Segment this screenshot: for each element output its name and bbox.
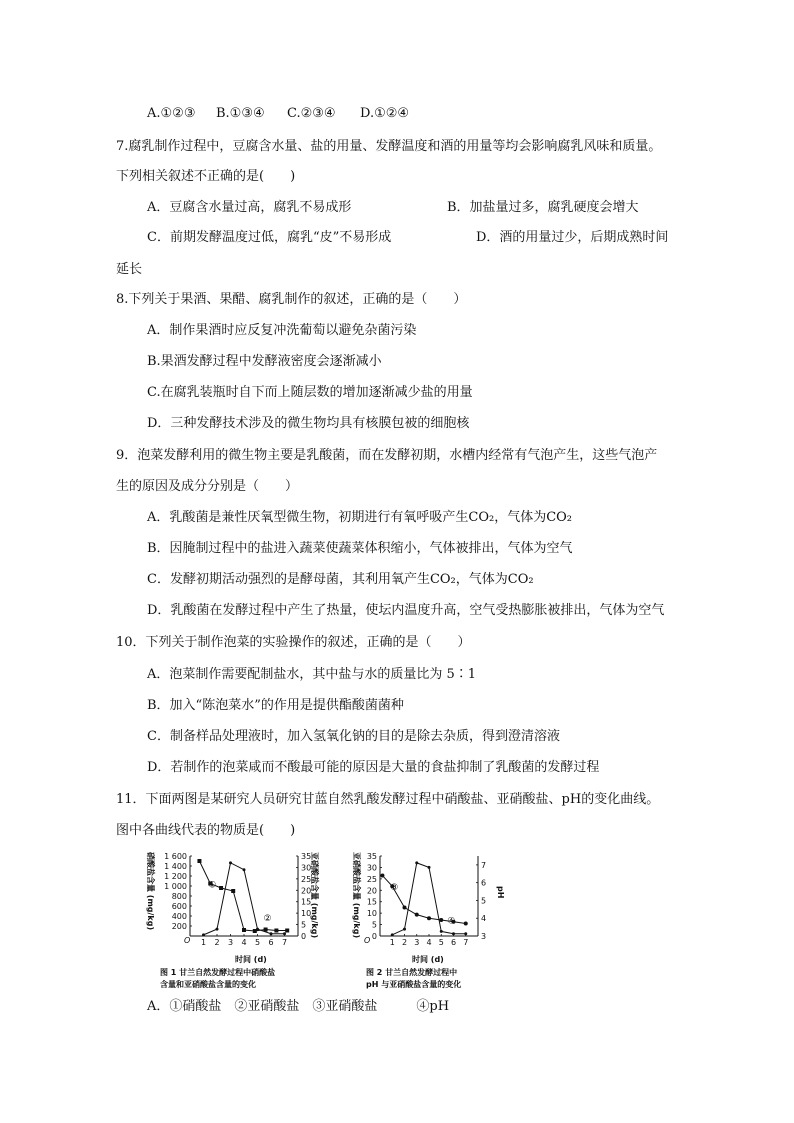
fig1-axes [190, 856, 298, 936]
y-left-tick-label: 25 [366, 874, 377, 884]
q9-option-d: D．乳酸菌在发酵过程中产生了热量，使坛内温度升高，空气受热膨胀被排出，气体为空气 [147, 603, 665, 618]
series-label: ④ [447, 916, 456, 927]
data-point [391, 933, 394, 936]
series-line [199, 861, 287, 931]
y-left-tick-label: 1 200 [164, 872, 187, 881]
y-right-tick-label: 4 [481, 914, 487, 924]
x-tick-label: 2 [214, 938, 220, 947]
figure-1-chart [140, 848, 345, 993]
y-left-tick-label: 800 [171, 892, 187, 901]
y-right-tick-label: 10 [301, 909, 312, 919]
q7-option-d: D．酒的用量过少，后期成熟时间 [476, 230, 669, 245]
series-label: ① [208, 880, 217, 891]
data-point [229, 861, 232, 864]
y-left-tick-label: 600 [171, 902, 187, 911]
fig1-caption-line2: 含量和亚硝酸盐含量的变化 [160, 980, 256, 989]
data-point [428, 866, 431, 869]
fig1-y-right-label: 亚硝酸盐含量 (mg/kg) [310, 852, 319, 939]
q9-stem-line2: 生的原因及成分分别是（ ） [116, 479, 299, 494]
q10-stem: 10．下列关于制作泡菜的实验操作的叙述，正确的是（ ） [116, 635, 471, 650]
y-right-tick-label: 5 [301, 920, 307, 930]
x-tick-label: 2 [402, 938, 408, 947]
fig2-y-left-label: 亚硝酸盐含量 (mg/kg) [352, 852, 361, 939]
q8-option-d: D．三种发酵技术涉及的微生物均具有核膜包被的细胞核 [147, 416, 470, 431]
figure-2-chart [350, 848, 515, 993]
y-left-tick-label: 1 000 [164, 882, 187, 891]
data-point [243, 868, 246, 871]
q6-option-b: B.①③④ [216, 106, 265, 121]
q6-option-c: C.②③④ [287, 106, 336, 121]
fig1-origin-label: O [184, 936, 191, 945]
x-tick-label: 1 [201, 938, 207, 947]
q8-option-b: B.果酒发酵过程中发酵液密度会逐渐减小 [147, 354, 382, 369]
q7-option-d-continued: 延长 [116, 262, 143, 277]
x-tick-label: 7 [282, 938, 288, 947]
data-point [452, 932, 455, 935]
data-point [403, 906, 407, 910]
fig1-x-label: 时间 (d) [235, 955, 267, 964]
data-point [197, 859, 201, 863]
y-right-tick-label: 6 [481, 878, 487, 888]
x-tick-label: 5 [255, 938, 261, 947]
data-point [231, 889, 235, 893]
data-point [216, 928, 219, 931]
q7-stem-line2: 下列相关叙述不正确的是( ) [116, 169, 296, 184]
q8-option-c: C.在腐乳装瓶时自下而上随层数的增加逐渐减少盐的用量 [147, 385, 473, 400]
y-left-tick-label: 200 [171, 922, 187, 931]
y-left-tick-label: 0 [371, 932, 377, 941]
q7-stem-line1: 7.腐乳制作过程中，豆腐含水量、盐的用量、发酵温度和酒的用量等均会影响腐乳风味和质量。 [116, 139, 662, 154]
y-left-tick-label: 400 [171, 912, 187, 921]
q11-stem-line1: 11．下面两图是某研究人员研究甘蓝自然乳酸发酵过程中硝酸盐、亚硝酸盐、pH的变化曲线。 [116, 792, 660, 807]
data-point [415, 913, 419, 917]
fig1-y-left-label: 硝酸盐含量 (mg/kg) [146, 852, 155, 931]
x-tick-label: 6 [451, 938, 457, 947]
data-point [427, 916, 431, 920]
q11-options: A．①硝酸盐 ②亚硝酸盐 ③亚硝酸盐 ④pH [147, 999, 450, 1014]
data-point [283, 932, 286, 935]
q9-stem-line1: 9．泡菜发酵利用的微生物主要是乳酸菌，而在发酵初期，水槽内经常有气泡产生，这些气泡产 [116, 448, 658, 463]
data-point [440, 930, 443, 933]
y-right-tick-label: 15 [301, 897, 312, 907]
q10-option-d: D．若制作的泡菜咸而不酸最可能的原因是大量的食盐抑制了乳酸菌的发酵过程 [147, 760, 600, 775]
q7-option-b: B．加盐量过多，腐乳硬度会增大 [447, 200, 639, 215]
x-tick-label: 6 [268, 938, 274, 947]
series-line [204, 863, 285, 935]
y-right-tick-label: 7 [481, 860, 487, 870]
y-right-tick-label: 20 [301, 886, 312, 896]
q10-option-c: C．制备样品处理液时，加入氢氧化钠的目的是除去杂质，得到澄清溶液 [147, 729, 560, 744]
y-right-tick-label: 3 [481, 932, 487, 941]
data-point [202, 933, 205, 936]
series-label: ② [263, 914, 272, 925]
y-left-tick-label: 1 400 [164, 862, 187, 871]
fig2-y-right-label: pH [496, 886, 505, 899]
data-point [415, 861, 418, 864]
x-tick-label: 4 [241, 938, 247, 947]
x-tick-label: 3 [228, 938, 234, 947]
fig2-caption-line1: 图 2 甘兰自然发酵过程中 [366, 968, 458, 977]
q7-option-c: C．前期发酵温度过低，腐乳“皮”不易形成 [147, 230, 392, 245]
x-tick-label: 1 [389, 938, 395, 947]
fig2-x-label: 时间 (d) [412, 955, 444, 964]
y-left-tick-label: 35 [366, 852, 377, 861]
y-left-tick-label: 15 [366, 897, 377, 907]
q10-option-a: A．泡菜制作需要配制盐水，其中盐与水的质量比为 5∶1 [147, 667, 477, 682]
y-right-tick-label: 30 [301, 863, 312, 873]
data-point [464, 922, 468, 926]
x-tick-label: 4 [426, 938, 432, 947]
fig2-origin-label: O [364, 936, 371, 945]
x-tick-label: 3 [414, 938, 420, 947]
fig2-caption-line2: pH 与亚硝酸盐含量的变化 [366, 980, 462, 989]
data-point [242, 928, 246, 932]
data-point [439, 918, 443, 922]
q9-option-a: A．乳酸菌是兼性厌氧型微生物，初期进行有氧呼吸产生CO₂，气体为CO₂ [147, 510, 573, 525]
y-left-tick-label: 1 600 [164, 852, 187, 861]
data-point [464, 932, 467, 935]
data-point [285, 929, 289, 933]
data-point [270, 932, 273, 935]
y-right-tick-label: 5 [481, 896, 487, 906]
data-point [219, 886, 223, 890]
x-tick-label: 7 [463, 938, 469, 947]
y-right-tick-label: 25 [301, 874, 312, 884]
data-point [256, 928, 259, 931]
y-left-tick-label: 5 [371, 920, 377, 930]
y-right-tick-label: 0 [301, 932, 307, 941]
fig1-series [197, 859, 289, 936]
fig1-caption-line1: 图 1 甘兰自然发酵过程中硝酸盐 [160, 968, 276, 977]
q6-option-d: D.①②④ [360, 106, 410, 121]
q9-option-c: C．发酵初期活动强烈的是酵母菌，其利用氧产生CO₂，气体为CO₂ [147, 572, 534, 587]
y-left-tick-label: 30 [366, 863, 377, 873]
fig2-series [380, 861, 467, 936]
y-left-tick-label: 10 [366, 909, 377, 919]
y-left-tick-label: 20 [366, 886, 377, 896]
q9-option-b: B．因腌制过程中的盐进入蔬菜使蔬菜体积缩小，气体被排出，气体为空气 [147, 541, 573, 556]
q8-option-a: A．制作果酒时应反复冲洗葡萄以避免杂菌污染 [147, 323, 417, 338]
q7-option-a: A．豆腐含水量过高，腐乳不易成形 [147, 200, 352, 215]
q11-stem-line2: 图中各曲线代表的物质是( ) [116, 823, 296, 838]
q10-option-b: B．加入“陈泡菜水”的作用是提供酯酸菌菌种 [147, 698, 404, 713]
q8-stem: 8.下列关于果酒、果醋、腐乳制作的叙述，正确的是（ ） [116, 292, 467, 307]
data-point [380, 874, 384, 878]
data-point [403, 928, 406, 931]
series-label: ③ [390, 883, 399, 894]
y-right-tick-label: 35 [301, 852, 312, 861]
q6-option-a: A.①②③ [147, 106, 196, 121]
data-point [274, 929, 278, 933]
x-tick-label: 5 [438, 938, 444, 947]
